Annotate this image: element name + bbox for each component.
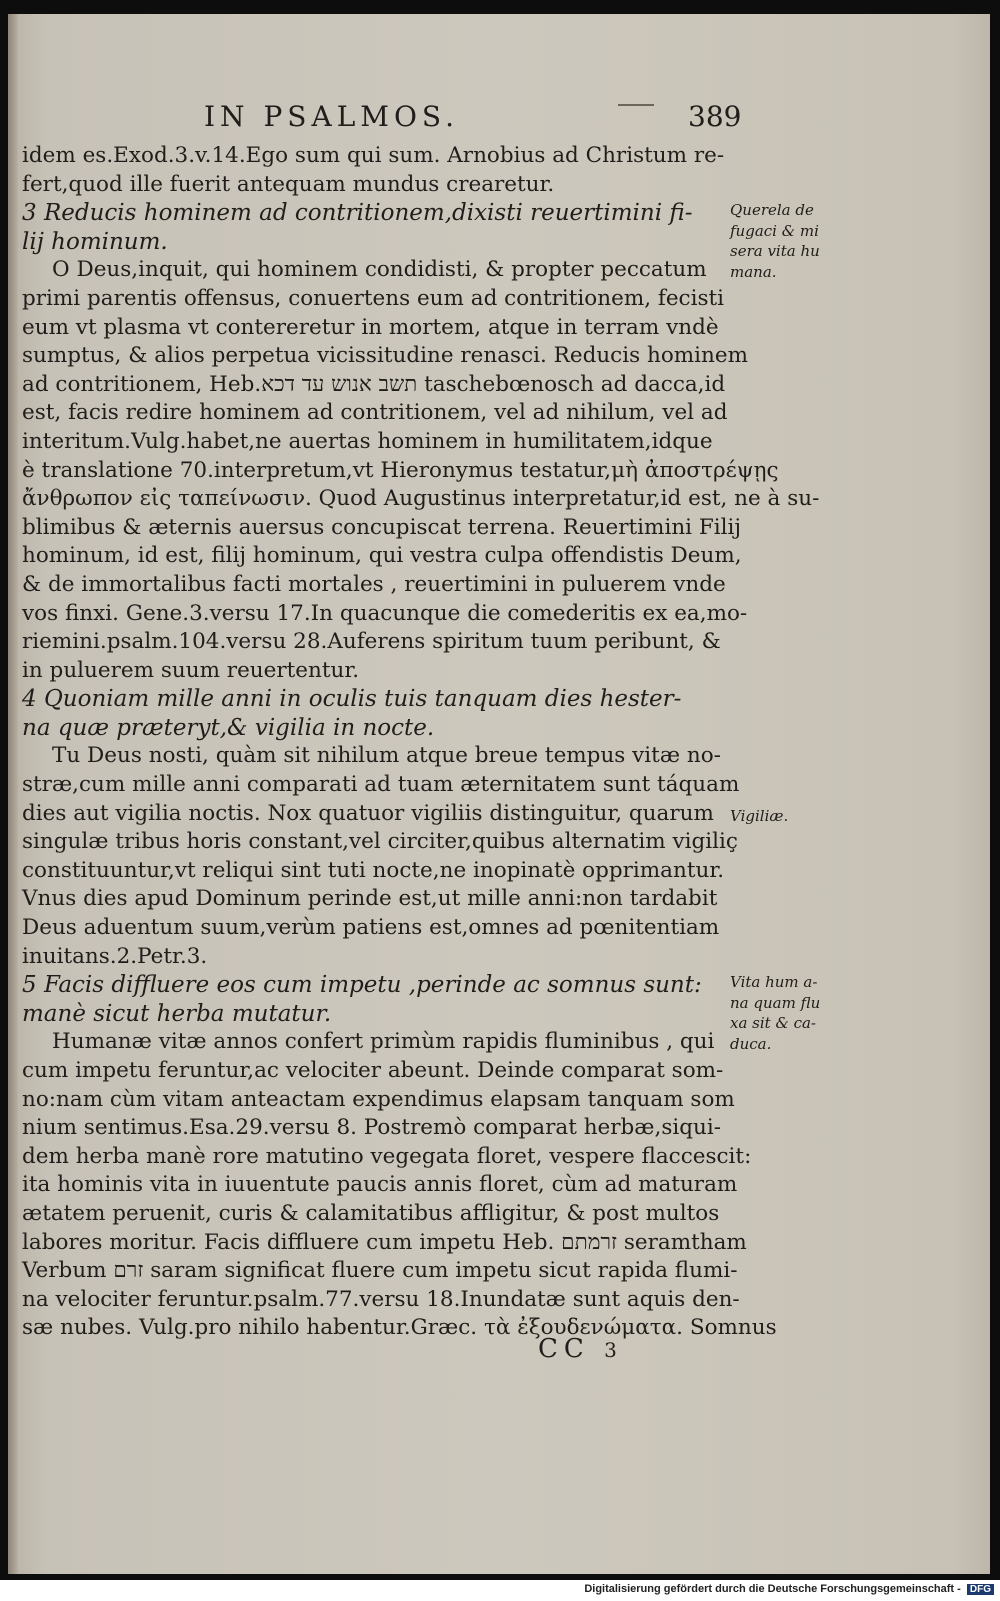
text-line: idem es.Exod.3.v.14.Ego sum qui sum. Arnobius ad Christum re-	[22, 143, 725, 168]
text-line: stræ,cum mille anni comparati ad tuam æternitatem sunt táquam	[22, 772, 740, 798]
text-line: nium sentimus.Esa.29.versu 8. Postremò comparat herbæ,siqui-	[22, 1115, 722, 1141]
text-line: & de immortalibus facti mortales , reuertimini in puluerem vnde	[22, 571, 726, 597]
text-line: blimibus & æternis auersus concupiscat terrena. Reuertimini Filij	[22, 514, 742, 540]
signature-number: 3	[604, 1338, 617, 1362]
running-title: IN PSALMOS.	[204, 100, 460, 133]
book-page	[8, 14, 990, 1574]
text-line: sæ nubes. Vulg.pro nihilo habentur.Græc. τὰ ἐξουδενώματα. Somnus	[22, 1315, 777, 1341]
text-line: ita hominis vita in iuuentute paucis annis floret, cùm ad maturam	[22, 1172, 738, 1198]
verse-line: lij hominum.	[22, 228, 168, 255]
dfg-logo-icon: DFG	[967, 1584, 994, 1595]
text-line: hominum, id est, filij hominum, qui vestra culpa offendistis Deum,	[22, 543, 742, 569]
signature-mark	[538, 1334, 617, 1364]
text-line: Humanæ vitæ annos confert primùm rapidis fluminibus , qui	[52, 1029, 715, 1055]
text-line: interitum.Vulg.habet,ne auertas hominem in humilitatem,idque	[22, 428, 713, 454]
text-line: fert,quod ille fuerit antequam mundus crearetur.	[22, 171, 555, 197]
text-line: dies aut vigilia noctis. Nox quatuor vigiliis distinguitur, quarum	[22, 800, 714, 826]
verse-line: 3 Reducis hominem ad contritionem,dixisti reuertimini fi-	[22, 200, 693, 227]
text-line: in puluerem suum reuertentur.	[22, 657, 360, 683]
text-line: vos finxi. Gene.3.versu 17.In quacunque die comederitis ex ea,mo-	[22, 600, 748, 626]
text-line: O Deus,inquit, qui hominem condidisti, & propter peccatum	[52, 257, 707, 283]
head-rule	[618, 104, 654, 106]
text-line: ætatem peruenit, curis & calamitatibus affligitur, & post multos	[22, 1200, 720, 1226]
margin-note-vita: Vita hum a- na quam flu xa sit & ca- duca.	[730, 973, 821, 1053]
text-line: ad contritionem, Heb.תשב אנוש עד דכא taschebœnosch ad dacca,id	[22, 371, 726, 397]
text-line: est, facis redire hominem ad contritionem, vel ad nihilum, vel ad	[22, 400, 728, 426]
text-line: ἄνθρωπον εἰς ταπείνωσιν. Quod Augustinus interpretatur,id est, ne à su-	[22, 486, 820, 512]
text-line: inuitans.2.Petr.3.	[22, 943, 208, 969]
text-line: Vnus dies apud Dominum perinde est,ut mille anni:non tardabit	[22, 886, 718, 912]
text-line: Tu Deus nosti, quàm sit nihilum atque breue tempus vitæ no-	[52, 743, 721, 769]
text-line: no:nam cùm vitam anteactam expendimus elapsam tanquam som	[22, 1086, 735, 1112]
verse-line: 4 Quoniam mille anni in oculis tuis tanquam dies hester-	[22, 686, 682, 713]
verse-line: 5 Facis diffluere eos cum impetu ,perinde ac somnus sunt:	[22, 972, 702, 999]
footer-credit-text: Digitalisierung gefördert durch die Deutsche Forschungsgemeinschaft -	[584, 1583, 961, 1595]
footer-bar	[0, 1580, 1000, 1601]
text-line: Deus aduentum suum,verùm patiens est,omnes ad pœnitentiam	[22, 915, 720, 941]
margin-note-querela: Querela de fugaci & mi sera vita hu mana.	[730, 201, 820, 281]
page-number: 389	[688, 100, 742, 133]
text-line: sumptus, & alios perpetua vicissitudine renasci. Reducis hominem	[22, 343, 748, 369]
text-line: na velociter feruntur.psalm.77.versu 18.Inundatæ sunt aquis den-	[22, 1286, 740, 1312]
text-line: cum impetu feruntur,ac velociter abeunt. Deinde comparat som-	[22, 1058, 724, 1083]
verse-line: manè sicut herba mutatur.	[22, 1000, 332, 1027]
text-line: riemini.psalm.104.versu 28.Auferens spiritum tuum peribunt, &	[22, 629, 721, 655]
verse-line: na quæ præteryt,& vigilia in nocte.	[22, 714, 435, 741]
text-line: Verbum זרם saram significat fluere cum impetu sicut rapida flumi-	[22, 1258, 738, 1284]
signature-letters: CC	[538, 1334, 590, 1364]
page-edge	[8, 14, 18, 1574]
text-line: dem herba manè rore matutino vegegata floret, vespere flaccescit:	[22, 1143, 752, 1169]
running-head	[8, 100, 990, 140]
text-line: singulæ tribus horis constant,vel circiter,quibus alternatim vigiliç	[22, 829, 738, 855]
footer-credit	[584, 1583, 994, 1595]
text-line: labores moritur. Facis diffluere cum impetu Heb. זרמתם seramtham	[22, 1229, 747, 1255]
text-line: constituuntur,vt reliqui sint tuti nocte,ne inopinatè opprimantur.	[22, 857, 725, 883]
margin-note-vigiliae: Vigiliæ.	[730, 807, 789, 825]
text-line: è translatione 70.interpretum,vt Hieronymus testatur,μὴ ἀποστρέψῃς	[22, 457, 779, 483]
text-line: eum vt plasma vt contereretur in mortem, atque in terram vndè	[22, 314, 719, 340]
text-line: primi parentis offensus, conuertens eum ad contritionem, fecisti	[22, 285, 725, 311]
